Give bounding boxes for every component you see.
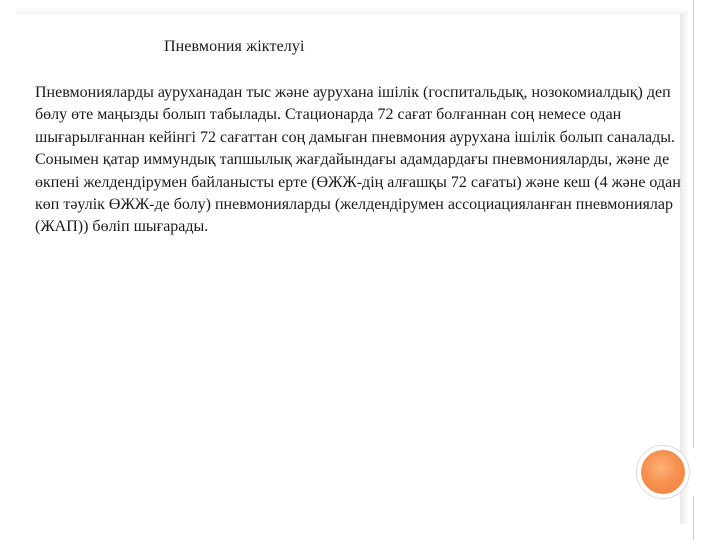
decorative-orange-circle <box>637 446 689 498</box>
slide-body-text: Пневмонияларды ауруханадан тыс және аурухана ішілік (госпитальдық, нозокомиалдық) деп бөлу өте маңызды болып табылады. Стационарда 72 сағат болғаннан соң немесе одан шығарылғаннан кейінгі 72 сағаттан соң дамыған пневмония аурухана ішілік болып саналады. Сонымен қатар иммундық тапшылық жағдайындағы адамдардағы пневмонияларды, және де өкпені желдендірумен байланысты ерте (ӨЖЖ-дің алғашқы 72 сағаты) және кеш (4 және одан көп тәулік ӨЖЖ-де болу) пневмонияларды (желдендірумен ассоциацияланған пневмониялар (ЖАП)) бөліп шығарады. <box>35 84 681 236</box>
decorative-vertical-line <box>693 0 694 448</box>
slide-title: Пневмония жіктелуі <box>164 38 305 55</box>
decorative-vertical-line-bottom <box>693 496 694 540</box>
